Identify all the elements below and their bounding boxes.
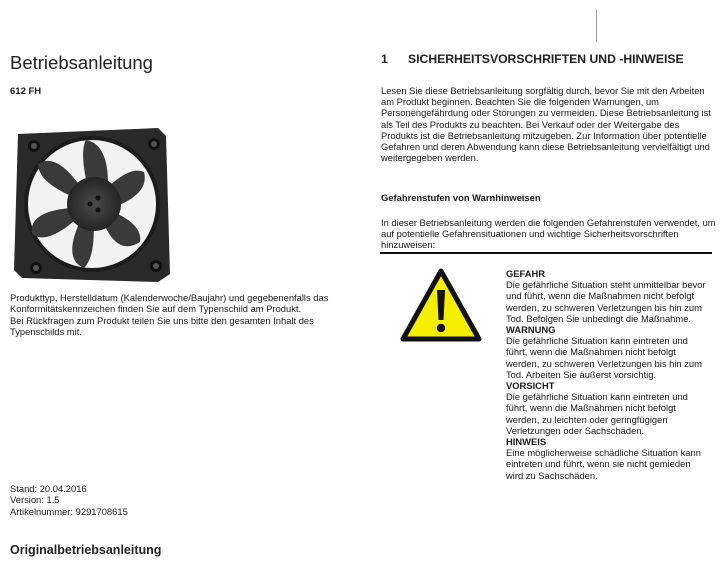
section-title: SICHERHEITSVORSCHRIFTEN UND -HINWEISE: [408, 52, 684, 66]
hazard-level-danger: [506, 268, 706, 324]
hazard-levels-list: [506, 268, 706, 481]
stand-date: Stand: 20.04.2016: [10, 483, 87, 494]
hazard-heading: HINWEIS: [506, 436, 547, 448]
hazard-text: Die gefährliche Situation kann eintreten und führt, wenn die Maßnahmen nicht befolgt werden, zu leichten oder geringfügigen Verletzungen oder Sachschäden.: [506, 391, 688, 436]
warning-triangle-icon: [400, 268, 482, 342]
horizontal-rule: [380, 252, 712, 254]
article-number: Artikelnummer: 9291708615: [10, 505, 128, 517]
hazard-level-warning: [506, 324, 706, 380]
intro-paragraph: Lesen Sie diese Betriebsanleitung sorgfältig durch, bevor Sie mit den Arbeiten am Produkt beginnen. Beachten Sie die folgenden Warnungen, um Personengefährdung oder Störungen zu vermeiden. Diese Betriebsanleitung ist als Teil des Produkts zu beachten. Bei Verkauf oder der Weitergabe des Produkts ist die Betriebsanleitung mitzugeben. Zur Information über potentielle Gefahren und deren Abwendung kann diese Betriebsanleitung vervielfältigt und weitergegeben werden.: [381, 85, 711, 164]
hazard-text: Eine möglicherweise schädliche Situation kann eintreten und führt, wenn sie nicht gemieden wird zu Sachschäden.: [506, 447, 701, 481]
original-instructions-label: Originalbetriebsanleitung: [10, 543, 162, 557]
fan-product-image: [8, 124, 178, 284]
levels-intro-paragraph: In dieser Betriebsanleitung werden die folgenden Gefahrenstufen verwendet, um auf potentielle Gefahrensituationen und wichtige Sicherheitsvorschriften hinzuweisen:: [381, 217, 716, 251]
model-number: 612 FH: [10, 86, 42, 97]
product-info-text: [10, 292, 350, 338]
subheading: Gefahrenstufen von Warnhinweisen: [381, 192, 541, 203]
hazard-level-notice: [506, 436, 706, 481]
document-title: Betriebsanleitung: [10, 52, 153, 73]
hazard-heading: GEFAHR: [506, 268, 546, 279]
document-meta: [10, 483, 128, 517]
hazard-heading: WARNUNG: [506, 324, 556, 336]
hazard-text: Die gefährliche Situation steht unmittelbar bevor und führt, wenn die Maßnahmen nicht befolgt werden, zu schweren Verletzungen bis hin zum Tod. Befolgen Sie unbedingt die Maßnahme.: [506, 279, 706, 324]
section-heading: [381, 52, 684, 66]
version: Version: 1.5: [10, 494, 60, 506]
section-number: 1: [381, 52, 388, 66]
hazard-text: Die gefährliche Situation kann eintreten und führt, wenn die Maßnahmen nicht befolgt werden, zu schweren Verletzungen bis hin zum Tod. Arbeiten Sie äußerst vorsichtig.: [506, 335, 702, 380]
type-plate-paragraph: Produkttyp, Herstelldatum (Kalenderwoche/Baujahr) und gegebenenfalls das Konformitätskennzeichen finden Sie auf dem Typenschild am Produkt.: [10, 292, 329, 315]
inquiry-paragraph: Bei Rückfragen zum Produkt teilen Sie uns bitte den gesamten Inhalt des Typenschilds mit.: [10, 314, 314, 338]
hazard-heading: VORSICHT: [506, 380, 555, 392]
page-divider: [596, 10, 597, 42]
hazard-level-caution: [506, 380, 706, 436]
